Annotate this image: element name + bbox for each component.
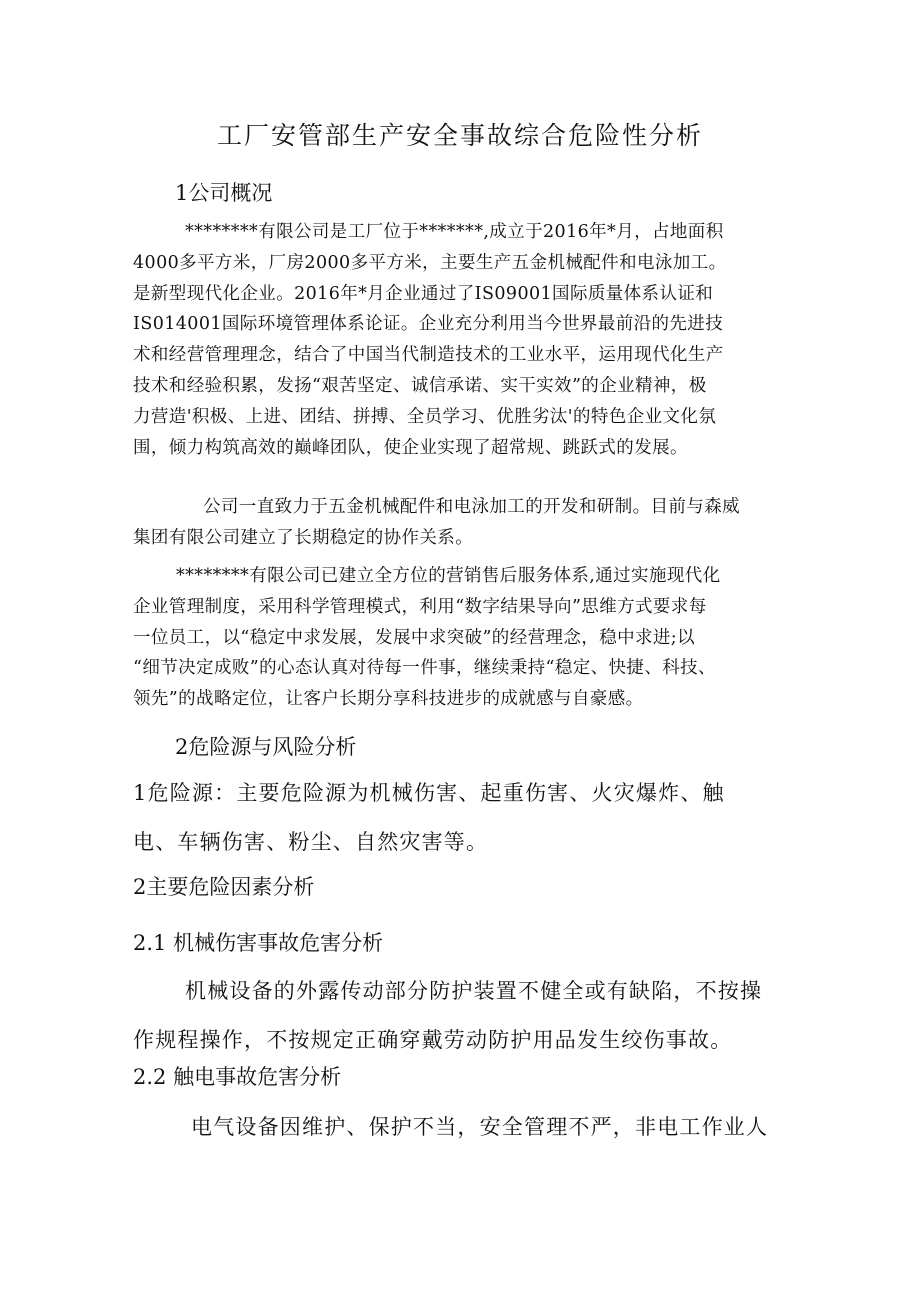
paragraph-service-system — [133, 561, 793, 715]
paragraph-line: 企业管理制度，采用科学管理模式，利用“数字结果导向”思维方式要求每 — [133, 596, 707, 617]
section-heading-company-overview: 1公司概况 — [175, 181, 273, 205]
paragraph-line: 集团有限公司建立了长期稳定的协作关系。 — [133, 527, 474, 548]
document-title: 工厂安管部生产安全事故综合危险性分析 — [216, 121, 703, 150]
paragraph-line: 是新型现代化企业。2016年*月企业通过了IS09001国际质量体系认证和 — [133, 283, 714, 304]
paragraph-line: 4000多平方米，厂房2000多平方米，主要生产五金机械配件和电泳加工。 — [133, 252, 727, 273]
paragraph-line: 机械设备的外露传动部分防护装置不健全或有缺陷，不按操 — [185, 979, 763, 1003]
paragraph-line: 作规程操作，不按规定正确穿戴劳动防护用品发生绞伤事故。 — [133, 1028, 733, 1052]
paragraph-line: 电、车辆伤害、粉尘、自然灾害等。 — [133, 830, 489, 854]
section-heading-mechanical-injury: 2.1 机械伤害事故危害分析 — [133, 931, 384, 955]
paragraph-line: 术和经营管理理念，结合了中国当代制造技术的工业水平，运用现代化生产 — [133, 345, 724, 366]
paragraph-cooperation — [133, 492, 793, 554]
section-heading-electric-shock: 2.2 触电事故危害分析 — [133, 1065, 342, 1089]
paragraph-line: 领先”的战略定位，让客户长期分享科技进步的成就感与自豪感。 — [133, 689, 644, 710]
paragraph-line: “细节决定成败”的心态认真对待每一件事，继续秉持“稳定、快捷、科技、 — [133, 658, 716, 679]
paragraph-hazard-sources — [133, 769, 793, 867]
paragraph-line: 技术和经验积累，发扬“艰苦坚定、诚信承诺、实干实效”的企业精神，极 — [133, 375, 707, 396]
paragraph-line: ********有限公司已建立全方位的营销售后服务体系,通过实施现代化 — [176, 566, 721, 586]
paragraph-line: 力营造'积极、上进、团结、拼搏、全员学习、优胜劣汰'的特色企业文化氛 — [133, 406, 717, 427]
paragraph-line: 电气设备因维护、保护不当，安全管理不严，非电工作业人 — [191, 1115, 769, 1139]
paragraph-mechanical-injury — [133, 967, 793, 1065]
section-heading-hazard-risk: 2危险源与风险分析 — [175, 735, 357, 759]
paragraph-line: 1危险源：主要危险源为机械伤害、起重伤害、火灾爆炸、触 — [133, 781, 725, 805]
paragraph-line: 公司一直致力于五金机械配件和电泳加工的开发和研制。目前与森威 — [203, 497, 740, 517]
paragraph-line: 围，倾力构筑高效的巅峰团队，使企业实现了超常规、跳跃式的发展。 — [133, 437, 688, 458]
paragraph-line: ********有限公司是工厂位于*******,成立于2016年*月，占地面积 — [185, 222, 724, 242]
paragraph-line: IS014001国际环境管理体系论证。企业充分利用当今世界最前沿的先进技 — [133, 314, 724, 335]
paragraph-electric-shock — [133, 1103, 793, 1152]
paragraph-line: 一位员工，以“稳定中求发展，发展中求突破”的经营理念，稳中求进;以 — [133, 627, 695, 648]
section-heading-main-factors: 2主要危险因素分析 — [133, 875, 315, 899]
paragraph-company-intro — [133, 217, 793, 463]
